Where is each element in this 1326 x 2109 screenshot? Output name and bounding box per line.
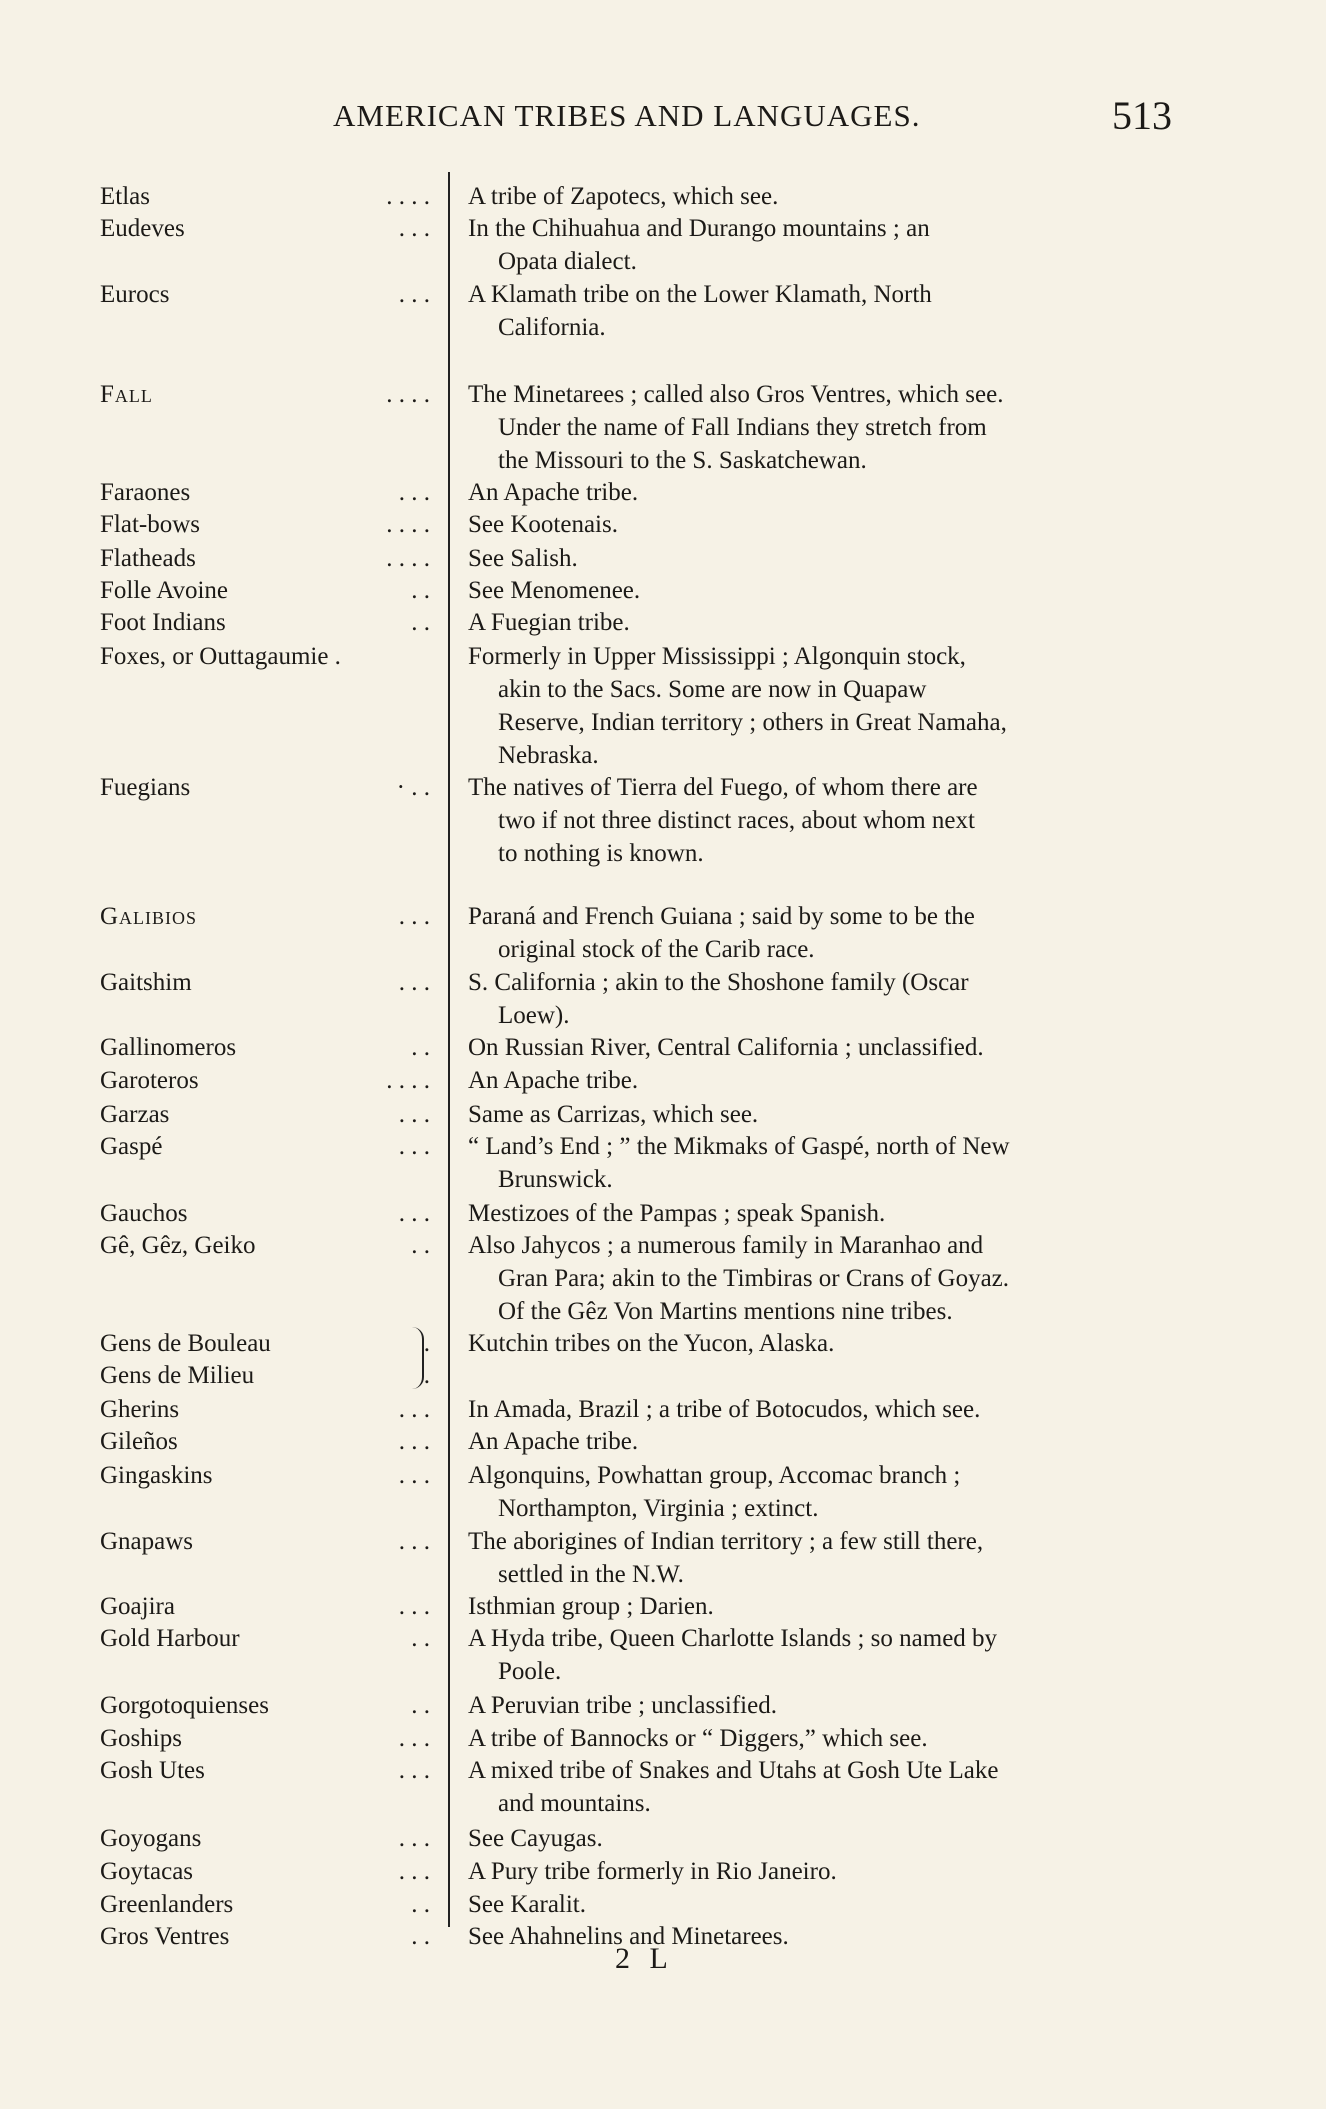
leader-dots: . . . xyxy=(398,1133,430,1160)
description-line: Reserve, Indian territory ; others in Great Namaha, xyxy=(498,709,1007,736)
running-header xyxy=(0,93,1326,148)
entry-description xyxy=(468,1722,1193,1755)
entry-name: Eudeves xyxy=(100,215,185,242)
leader-dots: . . xyxy=(411,1232,430,1259)
entry-description xyxy=(468,1327,1193,1360)
description-line: Loew). xyxy=(498,1002,570,1029)
description-line: An Apache tribe. xyxy=(468,479,639,506)
entry-description xyxy=(468,1425,1193,1458)
entry-description xyxy=(468,1888,1193,1921)
leader-dots: . . xyxy=(411,1625,430,1652)
entry-name: Etlas xyxy=(100,183,150,210)
description-line: An Apache tribe. xyxy=(468,1067,639,1094)
signature-mark: 2 L xyxy=(615,1942,674,1975)
entry-name: Goytacas xyxy=(100,1858,194,1885)
leader-dots: . . . xyxy=(398,479,430,506)
entry-name: Goajira xyxy=(100,1593,175,1620)
entry-description xyxy=(468,606,1193,639)
entry-description xyxy=(468,1130,1193,1196)
description-line: A Fuegian tribe. xyxy=(468,609,630,636)
leader-dots: . . . xyxy=(398,1462,430,1489)
entry-description xyxy=(468,1459,1193,1525)
description-line: A Klamath tribe on the Lower Klamath, North xyxy=(468,281,932,308)
entry-description xyxy=(468,508,1193,541)
entry-description xyxy=(468,1197,1193,1230)
entry-description xyxy=(468,900,1193,966)
entry-description xyxy=(468,771,1193,870)
entry-name: Goships xyxy=(100,1725,182,1752)
description-line: Gran Para; akin to the Timbiras or Crans of Goyaz. xyxy=(498,1265,1010,1292)
entry-description xyxy=(468,1393,1193,1426)
entry-description xyxy=(468,378,1193,477)
entry-description xyxy=(468,1064,1193,1097)
leader-dots: . . . . xyxy=(386,511,430,538)
entry-description xyxy=(468,1525,1193,1591)
entry-name: Flat-bows xyxy=(100,511,200,538)
description-line: Algonquins, Powhattan group, Accomac branch ; xyxy=(468,1462,961,1489)
entry-description xyxy=(468,1622,1193,1688)
description-line: A tribe of Bannocks or “ Diggers,” which see. xyxy=(468,1725,928,1752)
entry-description xyxy=(468,1855,1193,1888)
description-line: The Minetarees ; called also Gros Ventres, which see. xyxy=(468,381,1004,408)
description-line: An Apache tribe. xyxy=(468,1428,639,1455)
leader-dots: . xyxy=(423,1330,430,1357)
entry-name: Gnapaws xyxy=(100,1528,194,1555)
description-line: A Peruvian tribe ; unclassified. xyxy=(468,1692,777,1719)
leader-dots: . xyxy=(423,1362,430,1389)
description-line: Kutchin tribes on the Yucon, Alaska. xyxy=(468,1330,835,1357)
entry-name: Gold Harbour xyxy=(100,1625,240,1652)
description-line: The natives of Tierra del Fuego, of whom there are xyxy=(468,774,978,801)
entry-name: Gauchos xyxy=(100,1200,188,1227)
leader-dots: . . . . xyxy=(386,183,430,210)
page-number: 513 xyxy=(1112,93,1172,138)
entry-name: Gileños xyxy=(100,1428,178,1455)
grouping-brace xyxy=(408,1327,424,1389)
entry-name: Garoteros xyxy=(100,1067,199,1094)
leader-dots: . . xyxy=(411,1692,430,1719)
leader-dots: · . . xyxy=(396,774,430,801)
description-line: A Hyda tribe, Queen Charlotte Islands ; so named by xyxy=(468,1625,998,1652)
leader-dots: . . xyxy=(411,1891,430,1918)
leader-dots: . . . xyxy=(398,1528,430,1555)
leader-dots: . . . . xyxy=(386,381,430,408)
description-line: Same as Carrizas, which see. xyxy=(468,1101,759,1128)
description-line: Paraná and French Guiana ; said by some to be the xyxy=(468,903,975,930)
entry-name: Gallinomeros xyxy=(100,1034,237,1061)
description-line: See Salish. xyxy=(468,545,578,572)
entry-name: Greenlanders xyxy=(100,1891,234,1918)
leader-dots: . . xyxy=(411,577,430,604)
description-line: See Ahahnelins and Minetarees. xyxy=(468,1923,789,1950)
description-line: A tribe of Zapotecs, which see. xyxy=(468,183,779,210)
leader-dots: . . . . xyxy=(386,545,430,572)
description-line: California. xyxy=(498,314,606,341)
description-line: On Russian River, Central California ; unclassified. xyxy=(468,1034,984,1061)
entry-description xyxy=(468,180,1193,213)
description-line: Opata dialect. xyxy=(498,248,637,275)
description-line: See Menomenee. xyxy=(468,577,641,604)
leader-dots: . . xyxy=(411,609,430,636)
entry-name: Goyogans xyxy=(100,1825,202,1852)
description-line: to nothing is known. xyxy=(498,840,704,867)
entry-description xyxy=(468,1229,1193,1328)
entry-name: Foxes, or Outtagaumie . xyxy=(100,643,341,670)
entry-description xyxy=(468,966,1193,1032)
entry-name: Gê, Gêz, Geiko xyxy=(100,1232,256,1259)
entry-description xyxy=(468,1098,1193,1131)
leader-dots: . . . xyxy=(398,903,430,930)
description-line: Formerly in Upper Mississippi ; Algonquin stock, xyxy=(468,643,966,670)
description-line: Isthmian group ; Darien. xyxy=(468,1593,714,1620)
leader-dots: . . xyxy=(411,1034,430,1061)
entry-name: Foot Indians xyxy=(100,609,226,636)
entry-name: Eurocs xyxy=(100,281,170,308)
entry-description xyxy=(468,212,1193,278)
entry-description xyxy=(468,1920,1193,1953)
description-line: settled in the N.W. xyxy=(498,1561,684,1588)
description-line: See Cayugas. xyxy=(468,1825,603,1852)
description-line: The aborigines of Indian territory ; a few still there, xyxy=(468,1528,984,1555)
leader-dots: . . . xyxy=(398,1428,430,1455)
leader-dots: . . . xyxy=(398,1825,430,1852)
description-line: See Kootenais. xyxy=(468,511,618,538)
entry-description xyxy=(468,476,1193,509)
entry-name: Gaitshim xyxy=(100,969,192,996)
leader-dots: . . . xyxy=(398,1858,430,1885)
description-line: Under the name of Fall Indians they stretch from xyxy=(498,414,987,441)
entry-description xyxy=(468,1689,1193,1722)
description-line: Northampton, Virginia ; extinct. xyxy=(498,1495,819,1522)
entry-description xyxy=(468,1031,1193,1064)
running-title: AMERICAN TRIBES AND LANGUAGES. xyxy=(333,98,921,133)
entry-description xyxy=(468,1754,1193,1820)
entry-name: Gingaskins xyxy=(100,1462,213,1489)
leader-dots: . . . xyxy=(398,1396,430,1423)
entry-description xyxy=(468,1822,1193,1855)
description-line: original stock of the Carib race. xyxy=(498,936,815,963)
description-line: two if not three distinct races, about whom next xyxy=(498,807,975,834)
description-line: A mixed tribe of Snakes and Utahs at Gosh Ute Lake xyxy=(468,1757,999,1784)
entry-name: Gens de Milieu xyxy=(100,1362,255,1389)
leader-dots: . . xyxy=(411,1923,430,1950)
entry-name: Flatheads xyxy=(100,545,196,572)
description-line: In the Chihuahua and Durango mountains ; an xyxy=(468,215,930,242)
entry-name: Garzas xyxy=(100,1101,170,1128)
leader-dots: . . . xyxy=(398,215,430,242)
description-line: and mountains. xyxy=(498,1790,651,1817)
entry-name: Gherins xyxy=(100,1396,180,1423)
description-line: “ Land’s End ; ” the Mikmaks of Gaspé, north of New xyxy=(468,1133,1010,1160)
leader-dots: . . . xyxy=(398,1725,430,1752)
entry-description xyxy=(468,1590,1193,1623)
entry-description xyxy=(468,574,1193,607)
leader-dots: . . . xyxy=(398,1593,430,1620)
description-line: akin to the Sacs. Some are now in Quapaw xyxy=(498,676,927,703)
leader-dots: . . . xyxy=(398,969,430,996)
entry-name: Gens de Bouleau xyxy=(100,1330,271,1357)
entry-name: Gorgotoquienses xyxy=(100,1692,269,1719)
leader-dots: . . . xyxy=(398,1200,430,1227)
entry-name: Faraones xyxy=(100,479,191,506)
leader-dots: . . . xyxy=(398,1101,430,1128)
column-rule xyxy=(448,172,450,1927)
description-line: Nebraska. xyxy=(498,742,599,769)
description-line: Of the Gêz Von Martins mentions nine tribes. xyxy=(498,1298,953,1325)
entry-name: Folle Avoine xyxy=(100,577,229,604)
entry-description xyxy=(468,640,1193,772)
leader-dots: . . . . xyxy=(386,1067,430,1094)
entry-name: Galibios xyxy=(100,903,198,930)
entry-name: Gosh Utes xyxy=(100,1757,205,1784)
description-line: Mestizoes of the Pampas ; speak Spanish. xyxy=(468,1200,886,1227)
entry-description xyxy=(468,542,1193,575)
description-line: Poole. xyxy=(498,1658,562,1685)
description-line: A Pury tribe formerly in Rio Janeiro. xyxy=(468,1858,837,1885)
entry-name: Fall xyxy=(100,381,153,408)
entry-name: Gros Ventres xyxy=(100,1923,230,1950)
leader-dots: . . . xyxy=(398,281,430,308)
entry-name: Fuegians xyxy=(100,774,191,801)
description-line: S. California ; akin to the Shoshone family (Oscar xyxy=(468,969,969,996)
leader-dots: . . . xyxy=(398,1757,430,1784)
description-line: In Amada, Brazil ; a tribe of Botocudos, which see. xyxy=(468,1396,981,1423)
entry-description xyxy=(468,278,1193,344)
description-line: See Karalit. xyxy=(468,1891,587,1918)
description-line: Also Jahycos ; a numerous family in Maranhao and xyxy=(468,1232,984,1259)
description-line: the Missouri to the S. Saskatchewan. xyxy=(498,447,867,474)
entry-name: Gaspé xyxy=(100,1133,163,1160)
description-line: Brunswick. xyxy=(498,1166,613,1193)
